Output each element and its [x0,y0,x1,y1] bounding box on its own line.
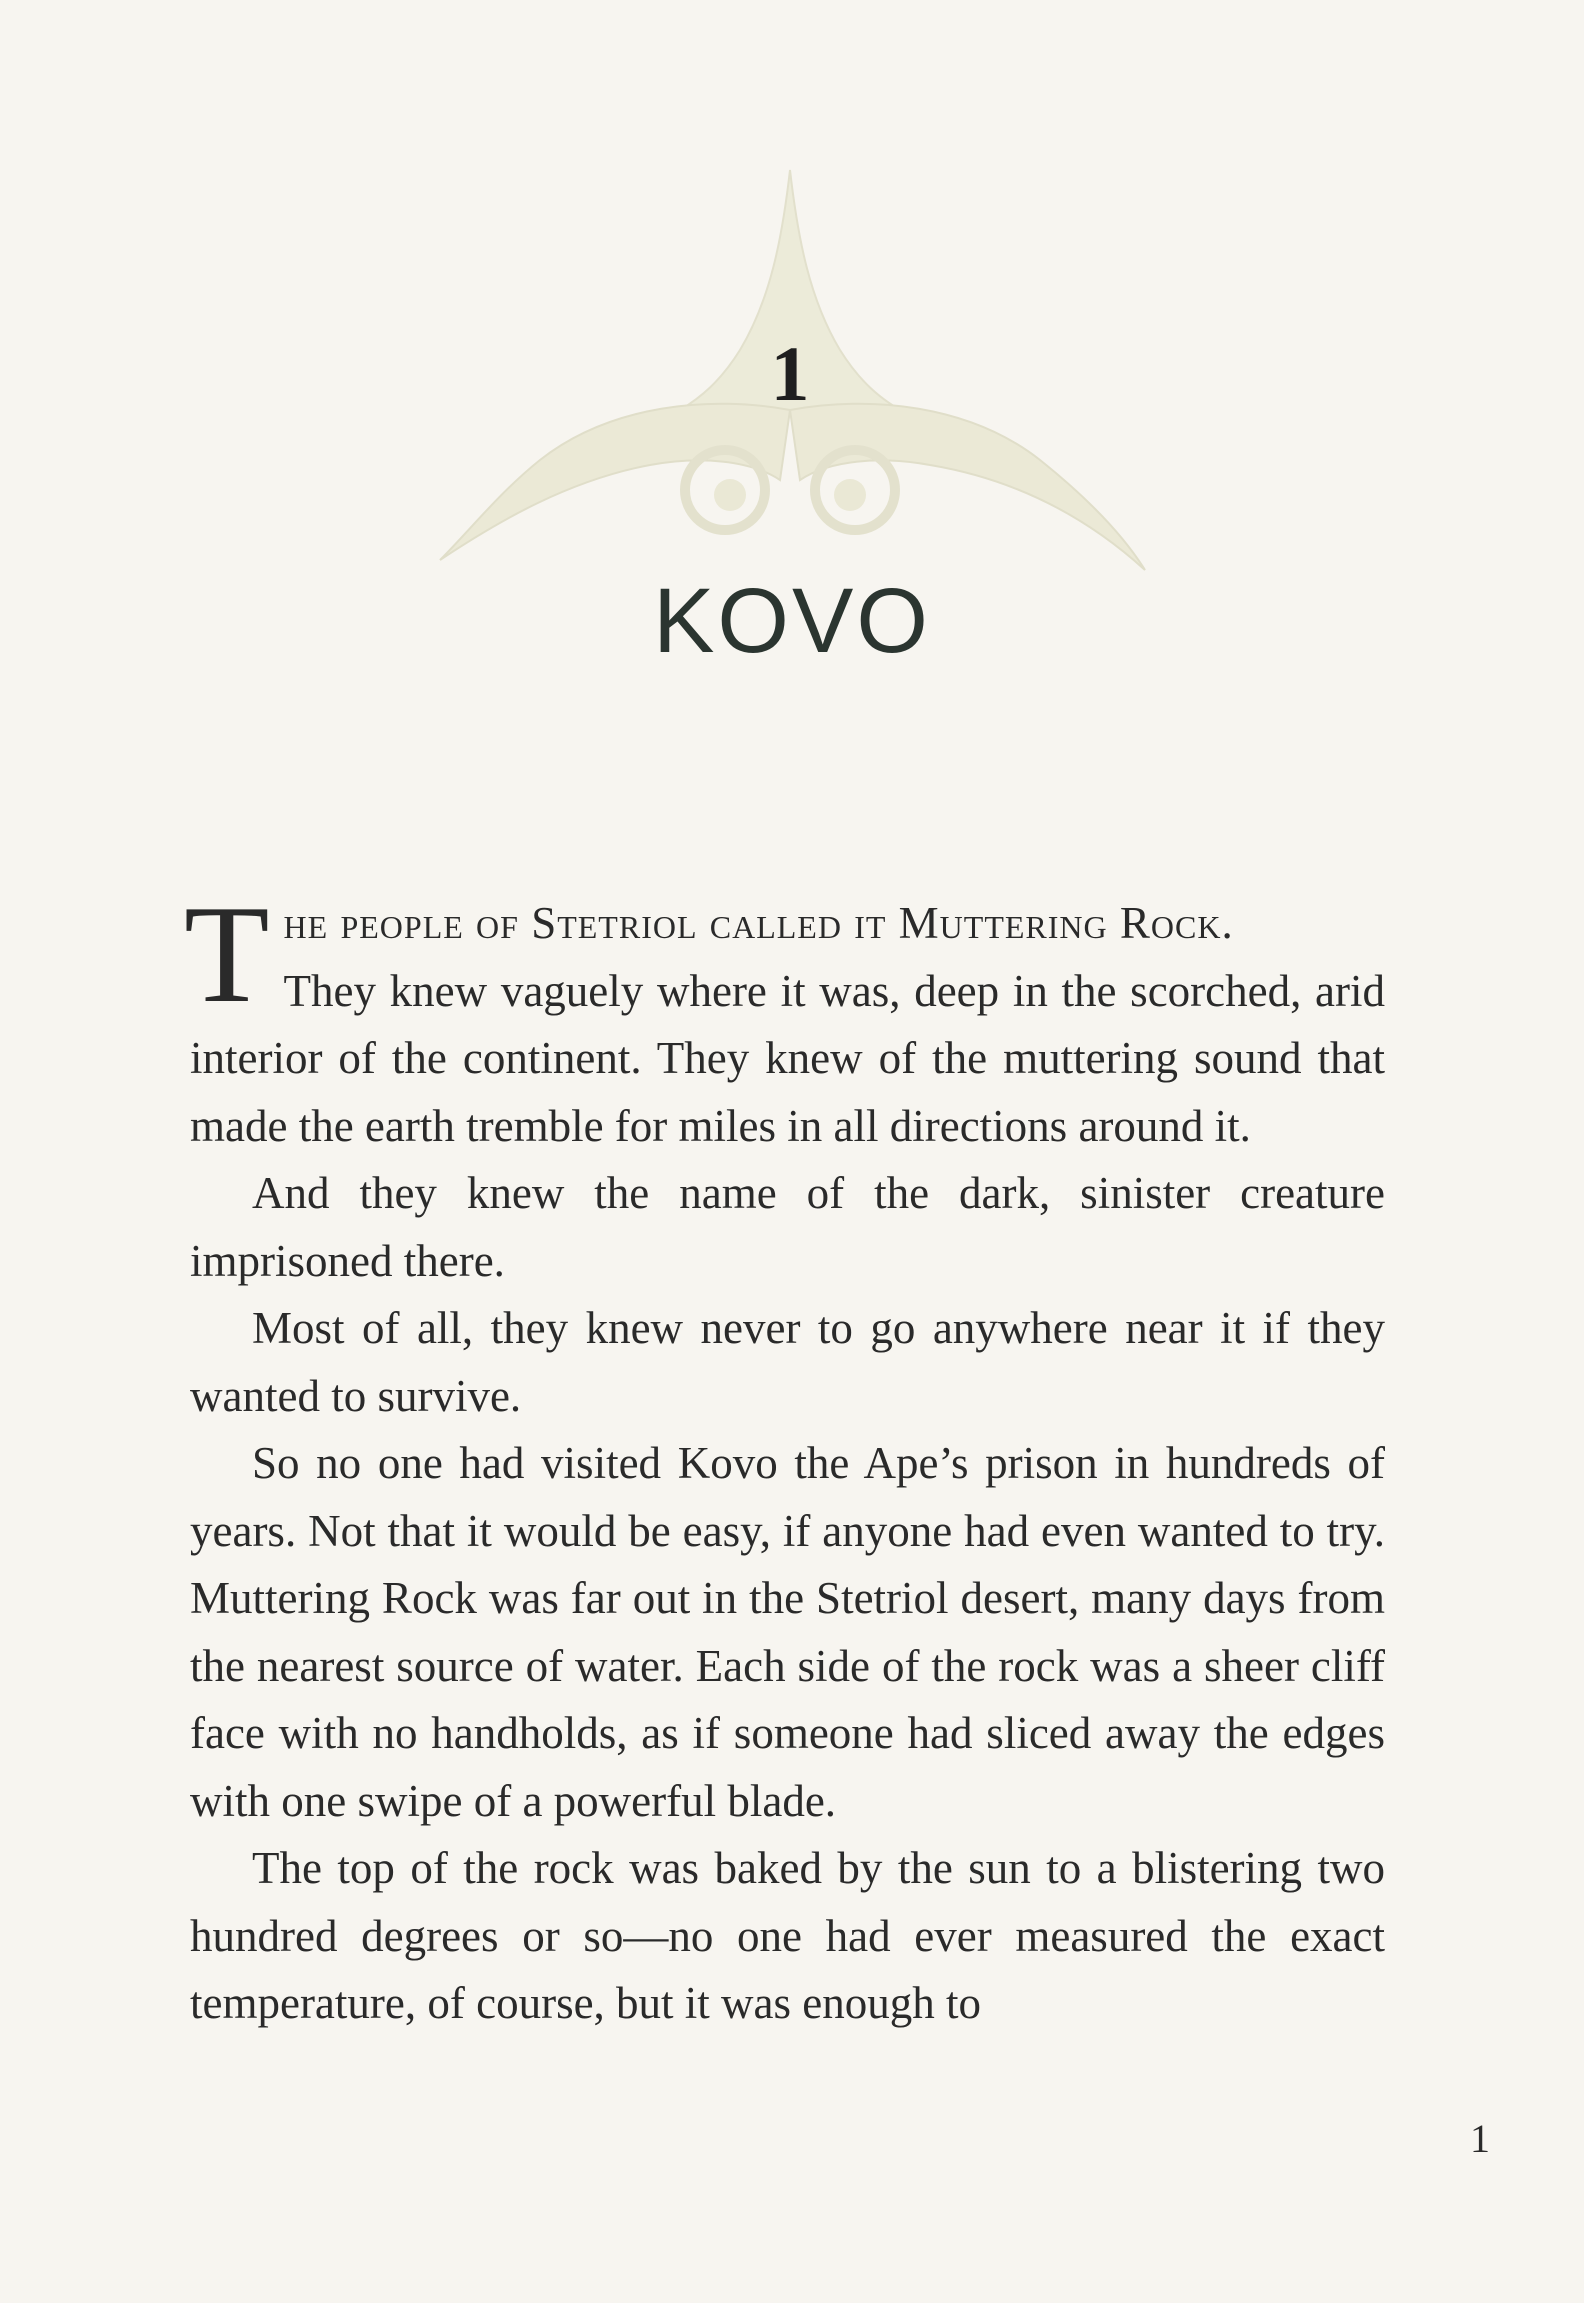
drop-cap: T [184,877,270,1032]
chapter-body [184,877,1385,2038]
paragraph-1: They knew vaguely where it was, deep in the scorched, arid interior of the continent. They knew of the muttering sound that made the earth tremble for miles in all directions around it. [190,965,1385,1151]
opening-paragraph [184,877,1385,1160]
chapter-title: KOVO [653,570,931,672]
paragraph-5: The top of the rock was baked by the sun to a blistering two hundred degrees or so—no one had ever measured the exact temperature, of course, but it was enough to [190,1843,1385,2028]
opening-line: he people of Stetriol called it Muttering Rock. [283,898,1234,948]
paragraph-3: Most of all, they knew never to go anywhere near it if they wanted to survive. [190,1303,1385,1421]
chapter-number: 1 [770,330,810,417]
paragraph-4: So no one had visited Kovo the Ape’s prison in hundreds of years. Not that it would be easy, if anyone had even wanted to try. Muttering Rock was far out in the Stetriol desert, many days from the nearest source of water. Each side of the rock was a sheer cliff face with no handholds, as if someone had sliced away the edges with one swipe of a powerful blade. [190,1438,1385,1826]
page-number: 1 [1470,2116,1490,2161]
paragraph-2: And they knew the name of the dark, sinister creature imprisoned there. [190,1168,1385,1286]
